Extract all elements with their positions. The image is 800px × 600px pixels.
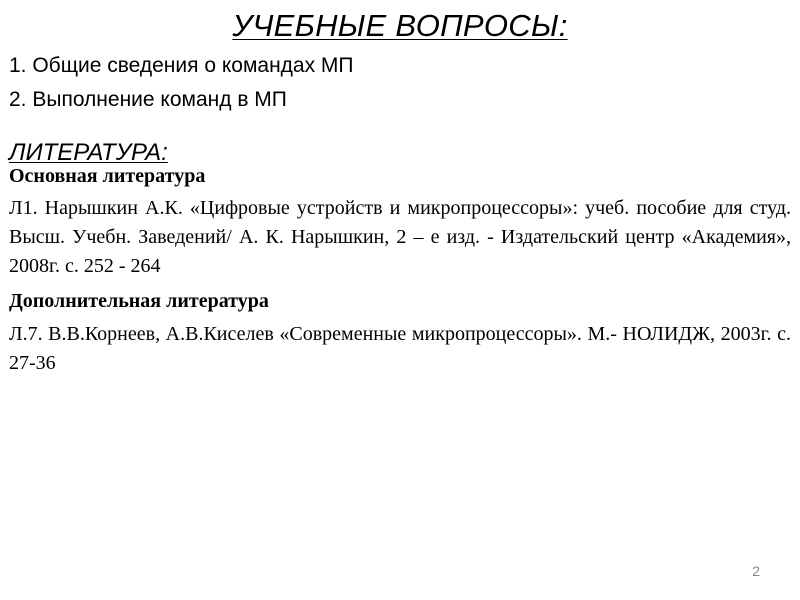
main-literature-entry: Л1. Нарышкин А.К. «Цифровые устройств и микропроцессоры»: учеб. пособие для студ. Высш. Учебн. Заведений/ А. К. Нарышкин, 2 – е изд. - Издательский центр «Академия», 2008г. с. 252 - 264 [9,197,791,277]
additional-literature-heading: Дополнительная литература [9,290,269,312]
page-number: 2 [752,563,760,579]
slide-title: УЧЕБНЫЕ ВОПРОСЫ: [232,8,568,43]
main-literature-heading: Основная литература [9,165,206,187]
question-1: 1. Общие сведения о командах МП [9,54,354,77]
literature-heading: ЛИТЕРАТУРА: [9,139,168,166]
question-2: 2. Выполнение команд в МП [9,88,287,111]
additional-literature-entry: Л.7. В.В.Корнеев, А.В.Киселев «Современные микропроцессоры». М.- НОЛИДЖ, 2003г. с. 27-36 [9,323,791,374]
